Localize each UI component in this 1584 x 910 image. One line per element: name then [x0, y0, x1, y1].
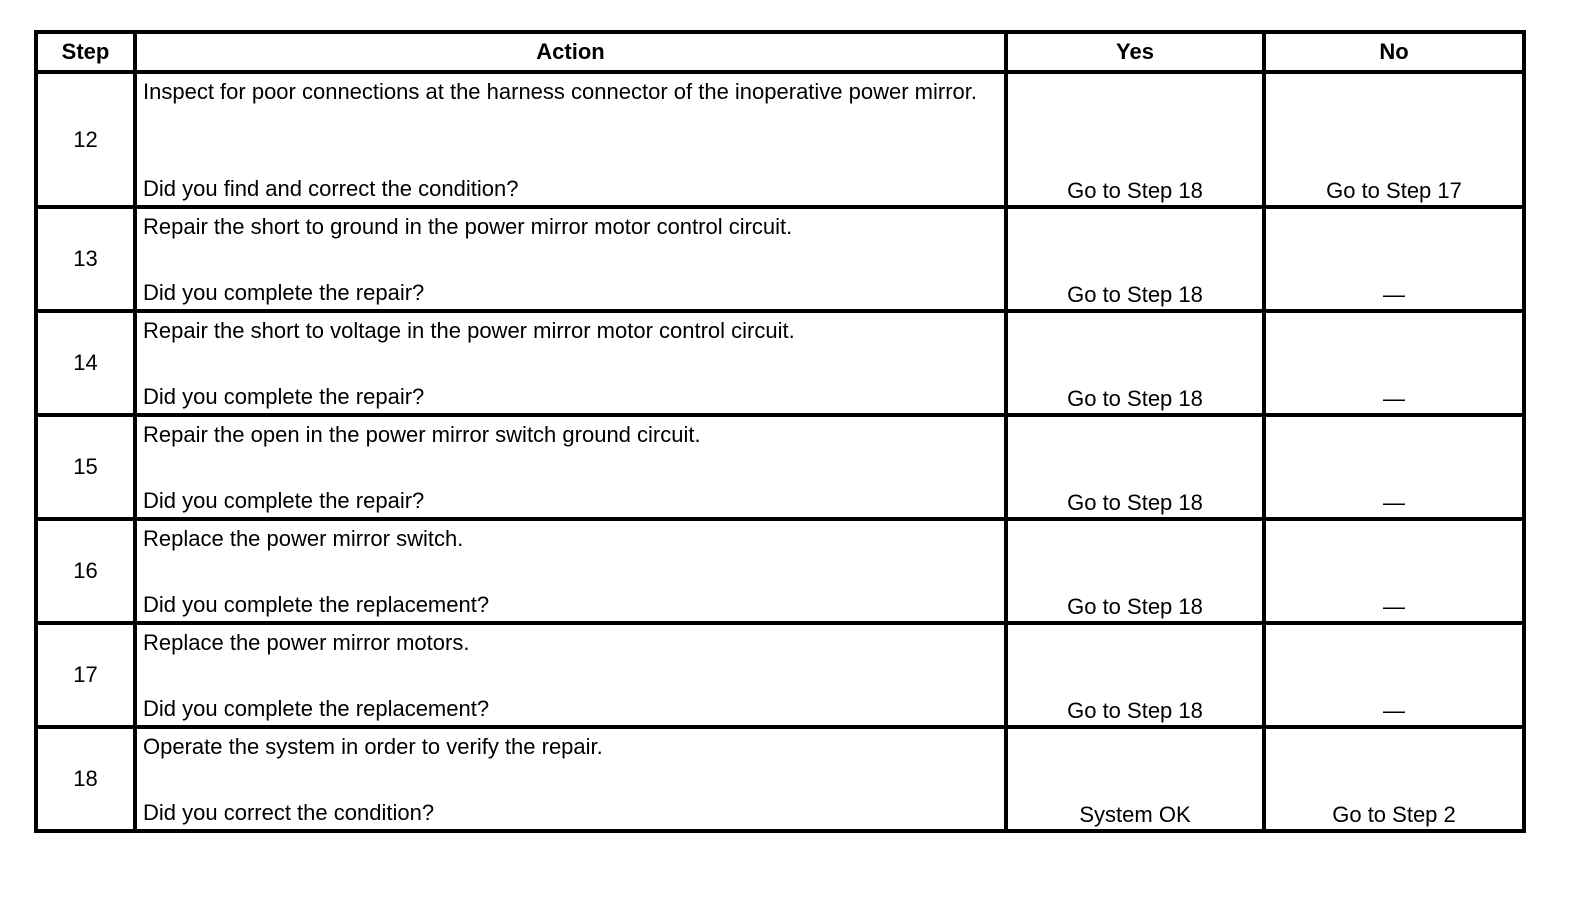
action-cell	[135, 415, 1006, 519]
action-cell	[135, 519, 1006, 623]
yes-result: Go to Step 18	[1006, 311, 1264, 415]
no-result: Go to Step 2	[1264, 727, 1524, 831]
header-no: No	[1264, 32, 1524, 72]
no-result: —	[1264, 623, 1524, 727]
no-result: —	[1264, 415, 1524, 519]
no-result: —	[1264, 207, 1524, 311]
table-row	[36, 727, 1524, 831]
yes-result: Go to Step 18	[1006, 207, 1264, 311]
yes-result: Go to Step 18	[1006, 519, 1264, 623]
action-question: Did you complete the repair?	[143, 488, 425, 513]
step-number: 12	[36, 72, 135, 207]
yes-result: Go to Step 18	[1006, 415, 1264, 519]
table-row	[36, 72, 1524, 207]
header-step: Step	[36, 32, 135, 72]
yes-result: System OK	[1006, 727, 1264, 831]
yes-result: Go to Step 18	[1006, 623, 1264, 727]
action-instruction: Replace the power mirror motors.	[143, 630, 470, 655]
yes-result: Go to Step 18	[1006, 72, 1264, 207]
action-question: Did you correct the condition?	[143, 800, 435, 825]
no-result: —	[1264, 519, 1524, 623]
action-cell	[135, 311, 1006, 415]
action-instruction: Replace the power mirror switch.	[143, 526, 464, 551]
step-number: 14	[36, 311, 135, 415]
action-question: Did you complete the repair?	[143, 280, 425, 305]
header-action: Action	[135, 32, 1006, 72]
step-number: 13	[36, 207, 135, 311]
step-number: 17	[36, 623, 135, 727]
table-row	[36, 311, 1524, 415]
diagnostic-table	[34, 30, 1526, 833]
action-cell	[135, 727, 1006, 831]
action-instruction: Operate the system in order to verify the repair.	[143, 734, 603, 759]
action-question: Did you find and correct the condition?	[143, 176, 519, 201]
header-yes: Yes	[1006, 32, 1264, 72]
action-cell	[135, 207, 1006, 311]
action-question: Did you complete the repair?	[143, 384, 425, 409]
table-row	[36, 519, 1524, 623]
header-row	[36, 32, 1524, 72]
action-instruction: Inspect for poor connections at the harness connector of the inoperative power mirror.	[143, 79, 978, 104]
action-question: Did you complete the replacement?	[143, 696, 490, 721]
step-number: 18	[36, 727, 135, 831]
action-question: Did you complete the replacement?	[143, 592, 490, 617]
action-instruction: Repair the short to voltage in the power mirror motor control circuit.	[143, 318, 795, 343]
action-instruction: Repair the open in the power mirror switch ground circuit.	[143, 422, 701, 447]
table-row	[36, 415, 1524, 519]
table-row	[36, 207, 1524, 311]
no-result: —	[1264, 311, 1524, 415]
action-instruction: Repair the short to ground in the power mirror motor control circuit.	[143, 214, 793, 239]
no-result: Go to Step 17	[1264, 72, 1524, 207]
step-number: 16	[36, 519, 135, 623]
step-number: 15	[36, 415, 135, 519]
table-row	[36, 623, 1524, 727]
action-cell	[135, 72, 1006, 207]
action-cell	[135, 623, 1006, 727]
